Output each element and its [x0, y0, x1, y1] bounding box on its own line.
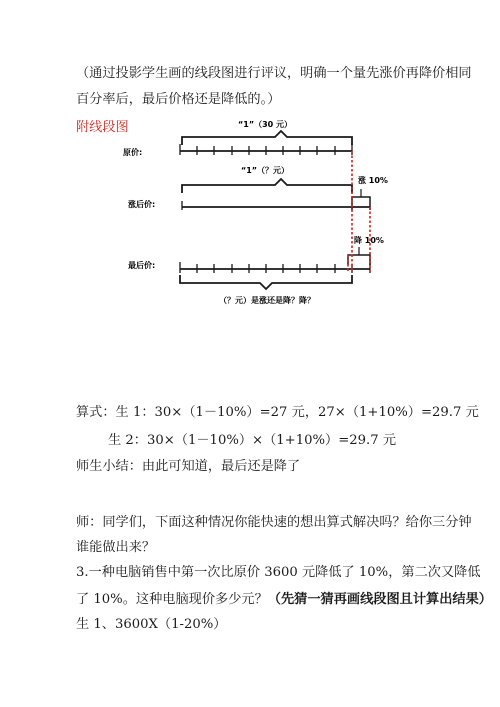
- problem-line-2-text: 了 10%。这种电脑现价多少元？: [76, 592, 268, 607]
- question-line-1: 师：同学们，下面这种情况你能快速的想出算式解决吗？给你三分钟: [76, 515, 472, 530]
- rise-bracket: [352, 197, 370, 210]
- formula-line-1: 算式：生 1：30×（1－10%）=27 元，27×（1+10%）=29.7 元: [76, 405, 479, 420]
- row1-ticks: [180, 144, 352, 155]
- bottom-label: （？元）是涨还是降？降？: [219, 296, 315, 305]
- problem-line-1: 3.一种电脑销售中第一次比原价 3600 元降低了 10%，第二次又降低: [76, 565, 481, 580]
- brace-mid: [182, 179, 352, 193]
- row1-label: 原价:: [123, 148, 143, 157]
- brace-mid-label: “1”（？元）: [240, 166, 290, 175]
- question-line-2: 谁能做出来？: [76, 540, 156, 555]
- fall-label: 降 10%: [354, 236, 384, 245]
- row3-label: 最后价:: [128, 261, 156, 270]
- formula-line-2: 生 2：30×（1－10%）×（1+10%）=29.7 元: [108, 433, 397, 448]
- brace-top-label: “1”（30 元）: [238, 120, 292, 129]
- rise-label: 涨 10%: [358, 176, 388, 185]
- row3-ticks: [180, 262, 370, 273]
- problem-instruction: （先猜一猜再画线段图且计算出结果）: [267, 592, 492, 607]
- intro-line-1: （通过投影学生画的线段图进行评议，明确一个量先涨价再降价相同: [76, 66, 472, 81]
- intro-line-2: 百分率后，最后价格还是降低的。）: [76, 92, 281, 107]
- diagram-title: 附线段图: [76, 120, 129, 135]
- line-segment-diagram: [120, 115, 390, 315]
- answer-line-1: 生 1、3600X（1-20%）: [76, 617, 227, 632]
- problem-line-2: [76, 590, 492, 609]
- summary-line: 师生小结：由此可知道，最后还是降了: [76, 459, 301, 474]
- row2-label: 涨后价:: [128, 200, 156, 209]
- brace-bottom: [180, 275, 352, 289]
- brace-top: [182, 131, 352, 145]
